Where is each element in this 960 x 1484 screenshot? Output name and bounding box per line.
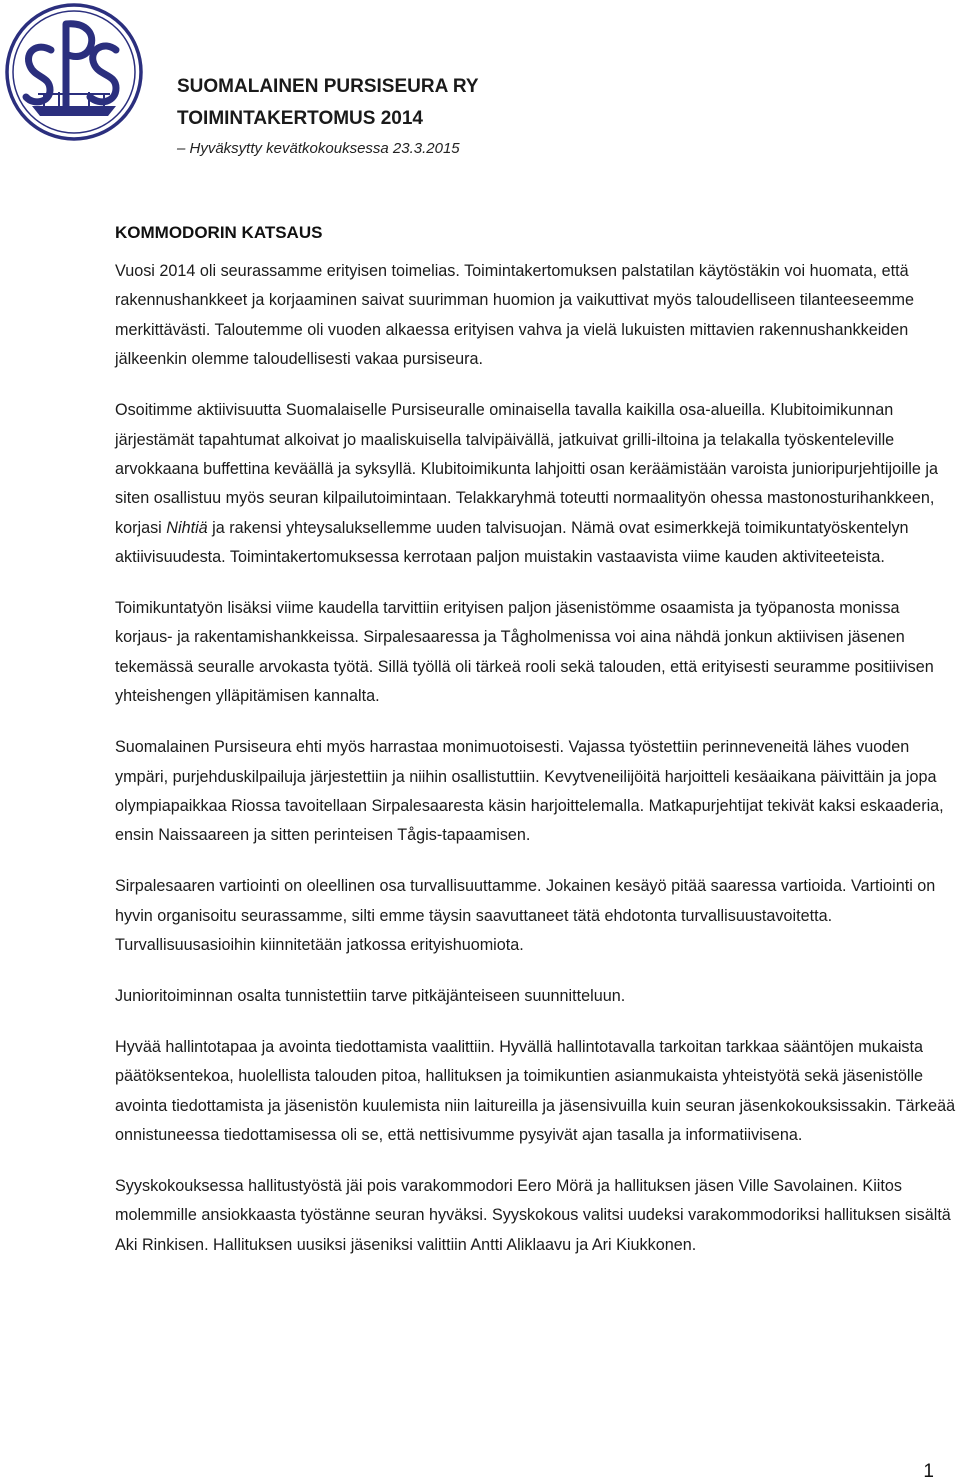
paragraph-3: Toimikuntatyön lisäksi viime kaudella tarvittiin erityisen paljon jäsenistömme osaamista ja työpanosta monissa korjaus- ja rakentamishankkeissa. Sirpalesaaressa ja Tågholmenissa voi aina nähdä jonkun aktiivisen jäsenen tekemässä seuralle arvokasta työtä. Sillä työllä oli tärkeä rooli sekä talouden, että erityisesti seuramme positiivisen yhteishengen ylläpitämisen kannalta. [115,599,934,706]
section-title: KOMMODORIN KATSAUS [115,223,323,242]
club-emblem-svg [4,2,144,142]
page-number: 1 [923,1461,934,1482]
document-body [115,219,957,1282]
paragraph-4: Suomalainen Pursiseura ehti myös harrastaa monimuotoisesti. Vajassa työstettiin perinneveneitä lähes vuoden ympäri, purjehduskilpailuja järjestettiin ja niihin osallistuttiin. Kevytveneilijöitä harjoitteli kesäaikana päivittäin ja jopa olympiapaikkaa Riossa tavoitellaan Sirpalesaaresta käsin harjoittelemalla. Matkapurjehtijat tekivät kaksi eskaaderia, ensin Naissaareen ja sitten perinteisen Tågis-tapaamisen. [115,738,944,845]
paragraph-2-rest: ja rakensi yhteysaluksellemme uuden talvisuojan. Nämä ovat esimerkkejä toimikuntatyöskentelyn aktiivisuudesta. Toimintakertomuksessa kerrotaan paljon muistakin vastaavista viime kauden aktiviteeteista. [115,518,909,567]
paragraph-2 [115,396,957,572]
approval-note: – Hyväksytty kevätkokouksessa 23.3.2015 [177,140,460,157]
paragraph-1: Vuosi 2014 oli seurassamme erityisen toimelias. Toimintakertomuksen palstatilan käytöstäkin voi huomata, että rakennushankkeet ja korjaaminen saivat suurimman huomion ja vaikuttivat myös taloudelliseen tilanteeseemme merkittävästi. Taloutemme oli vuoden alkaessa erityisen vahva ja vielä lukuisten mittavien rakennushankkeiden jälkeenkin olemme taloudellisesti vakaa pursiseura. [115,262,914,369]
boat-name-emphasis: Nihtiä [166,518,208,537]
report-title: TOIMINTAKERTOMUS 2014 [177,108,423,129]
organization-name: SUOMALAINEN PURSISEURA RY [177,76,479,97]
document-header [177,72,937,162]
paragraph-8: Syyskokouksessa hallitustyöstä jäi pois varakommodori Eero Mörä ja hallituksen jäsen Ville Savolainen. Kiitos molemmille ansiokkaasta työstänne seuran hyväksi. Syyskokous valitsi uudeksi varakommodoriksi hallituksen sisältä Aki Rinkisen. Hallituksen uusiksi jäseniksi valittiin Antti Aliklaavu ja Ari Kiukkonen. [115,1177,951,1254]
paragraph-6: Junioritoiminnan osalta tunnistettiin tarve pitkäjänteiseen suunnitteluun. [115,987,626,1006]
paragraph-5: Sirpalesaaren vartiointi on oleellinen osa turvallisuuttamme. Jokainen kesäyö pitää saaressa vartioida. Vartiointi on hyvin organisoitu seurassamme, silti emme täysin saavuttaneet tätä ehdotonta turvallisuustavoitetta. Turvallisuusasioihin kiinnitetään jatkossa erityishuomiota. [115,877,936,955]
paragraph-2-text: Osoitimme aktiivisuutta Suomalaiselle Pursiseuralle ominaisella tavalla kaikilla osa-alueilla. Klubitoimikunnan järjestämät tapahtumat alkoivat jo maaliskuisella talvipäivällä, jatkuivat grilli-iltoina ja telakalla työskenteleville arvokkaana buffettina keväällä ja syksyllä. Klubitoimikunta lahjoitti osan keräämistään varoista junioripurjehtijoille ja siten osallistuu myös seuran kilpailutoimintaan. Telakkaryhmä toteutti normaalityön ohessa mastonosturihankkeen, korjasi [115,401,939,537]
club-emblem-icon [4,2,144,142]
paragraph-7: Hyvää hallintotapaa ja avointa tiedottamista vaalittiin. Hyvällä hallintotavalla tarkoitan tarkkaa sääntöjen mukaista päätöksentekoa, huolellista talouden pitoa, hallituksen ja toimikuntien asianmukaista yhteistyötä sekä jäsenistölle avointa tiedottamista ja jäsenistön kuulemista niin laitureilla ja jäsensivuilla kuin seuran jäsenkokouksissakin. Tärkeää onnistuneessa tiedottamisessa oli se, että nettisivumme pysyivät ajan tasalla ja informatiivisena. [115,1037,956,1145]
